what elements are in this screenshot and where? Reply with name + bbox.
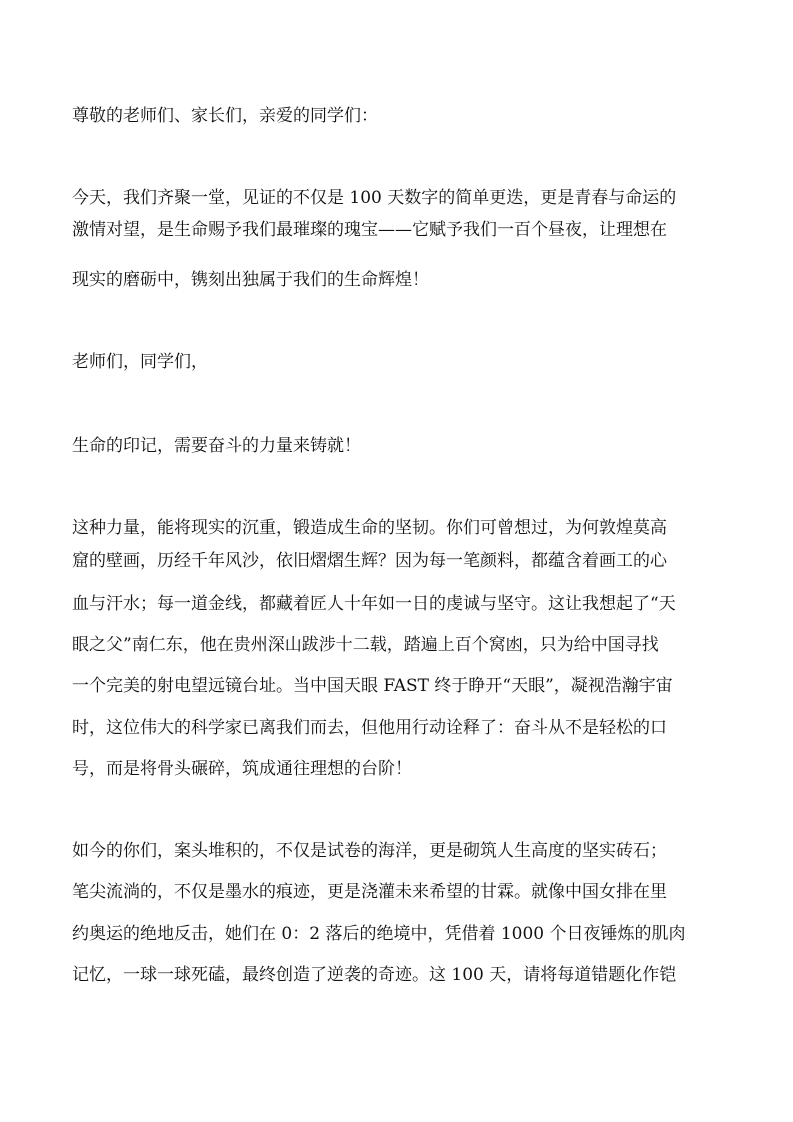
- paragraph-2-line-3: 血与汗水；每一道金线，都藏着匠人十年如一日的虔诚与坚守。这让我想起了“天: [72, 594, 676, 614]
- paragraph-1-line-3: 现实的磨砺中，镌刻出独属于我们的生命辉煌！: [72, 270, 429, 290]
- paragraph-2-line-5: 一个完美的射电望远镜台址。当中国天眼 FAST 终于睁开“天眼”，凝视浩瀚宇宙: [72, 676, 673, 696]
- theme-line: 生命的印记，需要奋斗的力量来铸就！: [72, 436, 361, 456]
- paragraph-3-line-4: 记忆，一球一球死磕，最终创造了逆袭的奇迹。这 100 天，请将每道错题化作铠: [72, 965, 677, 985]
- salutation: 尊敬的老师们、家长们，亲爱的同学们：: [72, 106, 378, 126]
- address-line: 老师们，同学们，: [72, 352, 208, 372]
- paragraph-1-line-2: 激情对望，是生命赐予我们最璀璨的瑰宝——它赋予我们一百个昼夜，让理想在: [72, 220, 667, 240]
- paragraph-2-line-1: 这种力量，能将现实的沉重，锻造成生命的坚韧。你们可曾想过，为何敦煌莫高: [72, 518, 667, 538]
- paragraph-2-line-7: 号，而是将骨头碾碎，筑成通往理想的台阶！: [72, 759, 412, 779]
- paragraph-3-line-2: 笔尖流淌的，不仅是墨水的痕迹，更是浇灌未来希望的甘霖。就像中国女排在里: [72, 882, 667, 902]
- paragraph-3-line-1: 如今的你们，案头堆积的，不仅是试卷的海洋，更是砌筑人生高度的坚实砖石；: [72, 841, 667, 861]
- paragraph-1-line-1: 今天，我们齐聚一堂，见证的不仅是 100 天数字的简单更迭，更是青春与命运的: [72, 188, 677, 208]
- paragraph-2-line-6: 时，这位伟大的科学家已离我们而去，但他用行动诠释了：奋斗从不是轻松的口: [72, 718, 667, 738]
- paragraph-3-line-3: 约奥运的绝地反击，她们在 0：2 落后的绝境中，凭借着 1000 个日夜锤炼的肌肉: [72, 924, 686, 944]
- paragraph-2-line-2: 窟的壁画，历经千年风沙，依旧熠熠生辉？因为每一笔颜料，都蕴含着画工的心: [72, 551, 667, 571]
- paragraph-2-line-4: 眼之父”南仁东，他在贵州深山跋涉十二载，踏遍上百个窝凼，只为给中国寻找: [72, 635, 659, 655]
